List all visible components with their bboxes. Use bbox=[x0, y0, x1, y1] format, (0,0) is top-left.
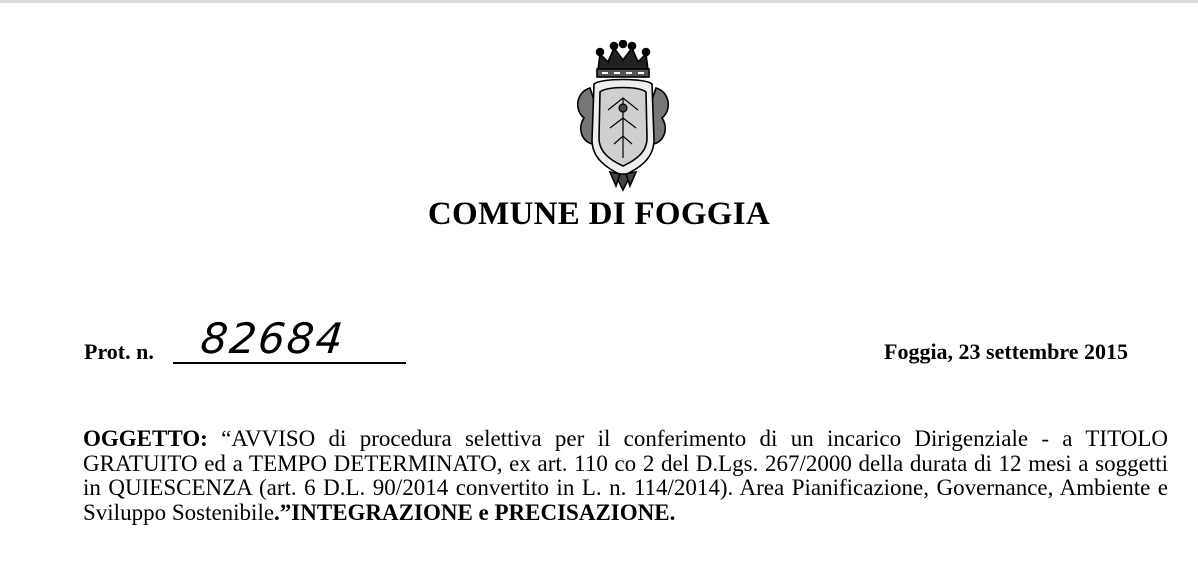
subject-label: OGGETTO: bbox=[83, 426, 208, 451]
document-date: Foggia, 23 settembre 2015 bbox=[884, 339, 1128, 364]
subject-paragraph bbox=[83, 427, 1168, 525]
subject-connector: e bbox=[478, 499, 489, 525]
subject-body: “AVVISO di procedura selettiva per il conferimento di un incarico Dirigenziale - a TITOLO GRATUITO ed a TEMPO DETERMINATO, ex art. 110 co 2 del D.Lgs. 267/2000 della durata di 12 mesi a soggetti in QUIESCENZA (art. 6 D.L. 90/2014 convertito in L. n. 114/2014). Area Pianificazione, Governance, Ambiente e Sviluppo Sostenibile bbox=[83, 426, 1168, 525]
coat-of-arms-crest-icon bbox=[570, 40, 676, 192]
protocol-number-handwritten: 82684 bbox=[198, 314, 348, 363]
subject-closing-integrazione: .”INTEGRAZIONE bbox=[274, 499, 473, 525]
protocol-label: Prot. n. bbox=[84, 339, 154, 364]
municipality-title: COMUNE DI FOGGIA bbox=[427, 196, 771, 232]
subject-closing-precisazione: PRECISAZIONE. bbox=[494, 499, 676, 525]
top-border bbox=[0, 0, 1198, 3]
